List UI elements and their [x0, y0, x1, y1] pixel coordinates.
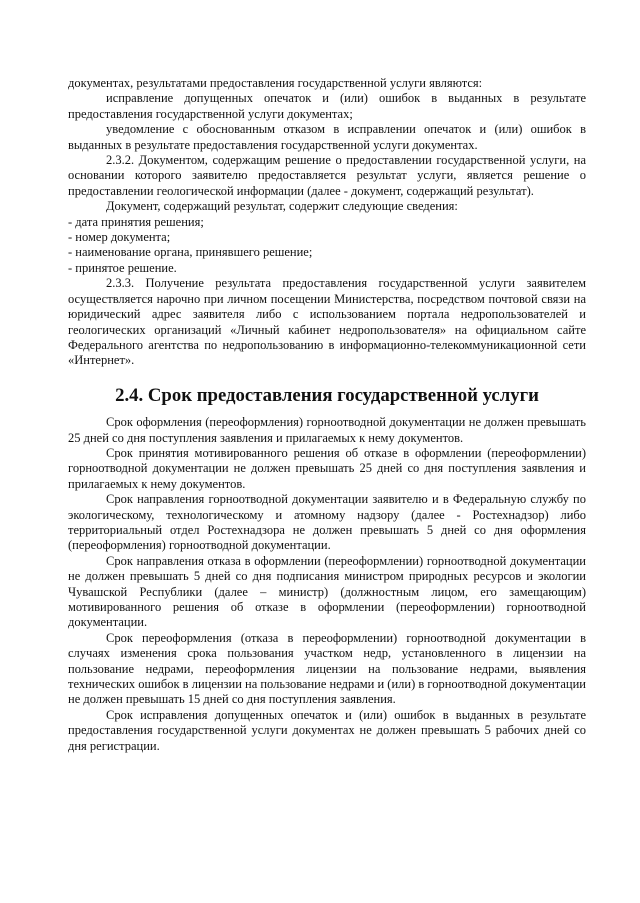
paragraph-group-deadlines — [68, 415, 586, 754]
section-heading: 2.4. Срок предоставления государственной услуги — [115, 384, 539, 406]
list-item: - номер документа; — [68, 230, 171, 245]
paragraph-group-delivery — [68, 276, 586, 368]
paragraph: Срок переоформления (отказа в переоформлении) горноотводной документации в случаях изменения срока пользования участком недр, установленного в лицензии на пользование недрами, переоформления лицензии на пользование недрами, выявления технических ошибок в лицензии на пользование недрами и (или) в горноотводной документации не должен превышать 15 дней со дня поступления заявления. — [68, 630, 586, 707]
details-list — [68, 215, 586, 277]
paragraph: 2.3.2. Документом, содержащим решение о предоставлении государственной услуги, на основании которого заявителю предоставляется результат услуги, является решение о предоставлении геологической информации (далее - документ, содержащий результат). — [68, 153, 586, 198]
paragraph: 2.3.3. Получение результата предоставления государственной услуги заявителем осуществляется нарочно при личном посещении Министерства, посредством почтовой связи на юридический адрес заявителя либо с использованием портала недропользователей и геологических организаций «Личный кабинет недропользователя» на официальном сайте Федерального агентства по недропользованию в информационно-телекоммуникационной сети «Интернет». — [68, 276, 586, 368]
paragraph: исправление допущенных опечаток и (или) ошибок в выданных в результате предоставления государственной услуги документах; — [68, 91, 586, 121]
list-item: - принятое решение. — [68, 260, 177, 275]
list-item: - наименование органа, принявшего решение; — [68, 245, 313, 260]
paragraph-group-results — [68, 76, 586, 215]
paragraph: Срок направления отказа в оформлении (переоформлении) горноотводной документации не должен превышать 5 дней со дня подписания министром природных ресурсов и экологии Чувашской Республики (далее – министр) (должностным лицом, его замещающим) мотивированного решения об отказе в оформлении (переоформлении) горноотводной документации. — [68, 553, 586, 630]
list-item: - дата принятия решения; — [68, 214, 204, 229]
paragraph: Срок оформления (переоформления) горноотводной документации не должен превышать 25 дней со дня поступления заявления и прилагаемых к нему документов. — [68, 415, 586, 445]
paragraph: Документ, содержащий результат, содержит следующие сведения: — [106, 199, 458, 214]
paragraph: Срок принятия мотивированного решения об отказе в оформлении (переоформлении) горноотводной документации не должен превышать 25 дней со дня поступления заявления и прилагаемых к нему документов. — [68, 445, 586, 491]
paragraph: Срок направления горноотводной документации заявителю и в Федеральную службу по экологическому, технологическому и атомному надзору (далее - Ростехнадзор) либо территориальный отдел Ростехнадзора не должен превышать 5 дней со дня оформления (переоформления) горноотводной документации. — [68, 492, 586, 553]
paragraph: документах, результатами предоставления государственной услуги являются: — [68, 76, 483, 90]
paragraph: уведомление с обоснованным отказом в исправлении опечаток и (или) ошибок в выданных в результате предоставления государственной услуги документах. — [68, 122, 586, 152]
paragraph: Срок исправления допущенных опечаток и (или) ошибок в выданных в результате предоставления государственной услуги документах не должен превышать 5 рабочих дней со дня регистрации. — [68, 707, 586, 753]
